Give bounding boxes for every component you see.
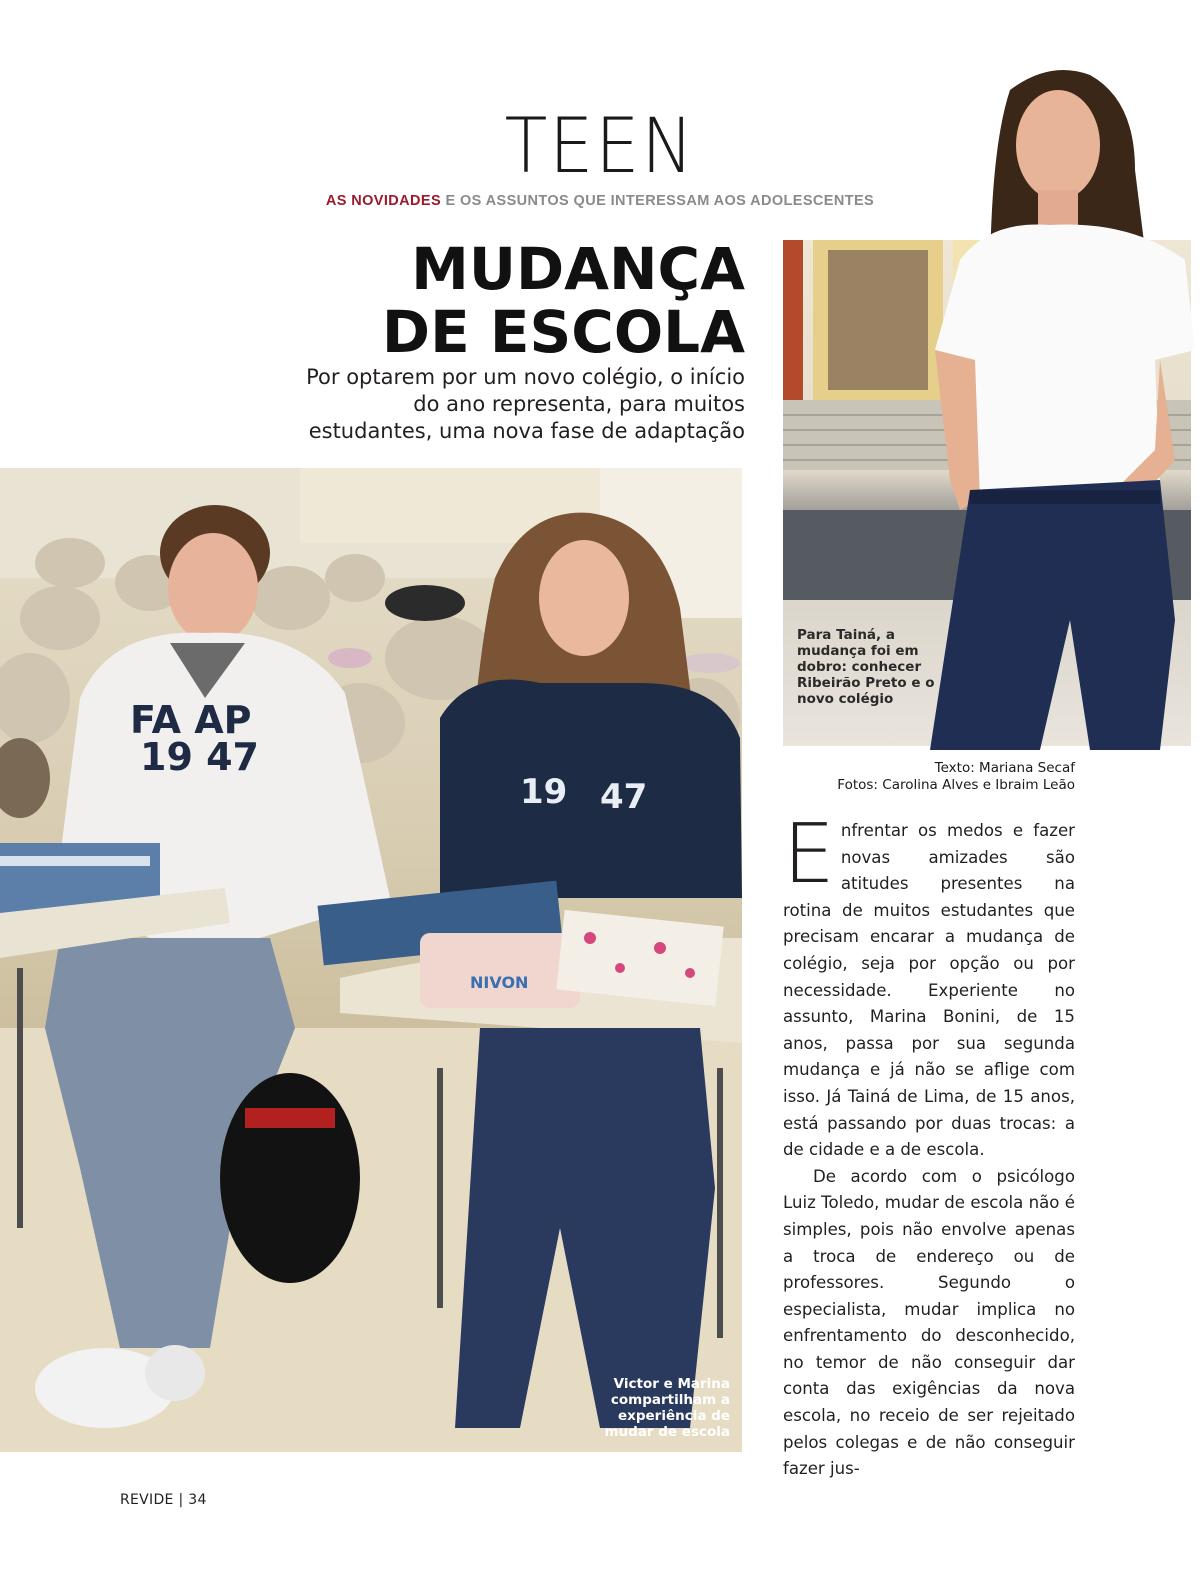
article-body <box>783 807 1075 1483</box>
photo-caption-left: Victor e Marina compartilham a experiência de mudar de escola <box>604 1376 730 1440</box>
photo-caption-right: Para Tainá, a mudança foi em dobro: conhecer Ribeirão Preto e o novo colégio <box>797 627 935 707</box>
folio-magazine: REVIDE <box>120 1492 174 1508</box>
article-paragraph-1 <box>783 807 1075 1164</box>
headline-line-2: DE ESCOLA <box>381 298 745 366</box>
notebook-label: NIVON <box>470 973 529 992</box>
hoodie-text-top: FA AP <box>130 698 252 742</box>
credit-text: Texto: Mariana Secaf <box>934 760 1075 776</box>
photo-classroom-illustration <box>0 468 742 1452</box>
hoodie-text-bottom: 19 47 <box>140 735 259 779</box>
section-subtitle-rest: E OS ASSUNTOS QUE INTERESSAM AOS ADOLESCENTES <box>441 193 875 209</box>
page-folio <box>120 1492 207 1508</box>
svg-text:47: 47 <box>600 777 648 817</box>
article-paragraph-2: De acordo com o psicólogo Luiz Toledo, mudar de escola não é simples, pois não envolve apenas a troca de endereço ou de professores. Segundo o especialista, mudar implica no enfrentamento do desconhecido, no temor de não conseguir dar conta das exigências da nova escola, no receio de ser rejeitado pelos colegas e de não conseguir fazer jus- <box>783 1166 1075 1479</box>
section-subtitle-accent: AS NOVIDADES <box>325 193 442 209</box>
headline-line-1: MUDANÇA <box>411 235 745 303</box>
folio-separator: | <box>178 1492 184 1508</box>
section-title: TEEN <box>504 101 696 190</box>
article-credits <box>837 760 1075 794</box>
standfirst: Por optarem por um novo colégio, o início do ano representa, para muitos estudantes, uma nova fase de adaptação <box>306 365 745 443</box>
photo-student-taina-figure <box>920 60 1195 750</box>
svg-text:19: 19 <box>520 772 568 812</box>
credit-photos: Fotos: Carolina Alves e Ibraim Leão <box>837 777 1075 793</box>
headline <box>381 235 745 366</box>
drop-cap: E <box>783 807 835 902</box>
folio-page-number: 34 <box>188 1492 207 1508</box>
article-paragraph-1-text: nfrentar os medos e fazer novas amizades são atitudes presentes na rotina de muitos estudantes que precisam encarar a mudança de colégio, seja por opção ou por necessidade. Experiente no assunto, Marina Bonini, de 15 anos, passa por sua segunda mudança e já não se aflige com isso. Já Tainá de Lima, de 15 anos, está passando por duas trocas: a de cidade e a de escola. <box>783 821 1075 1160</box>
section-subtitle <box>300 193 900 209</box>
photo-classroom-students <box>0 468 742 1452</box>
